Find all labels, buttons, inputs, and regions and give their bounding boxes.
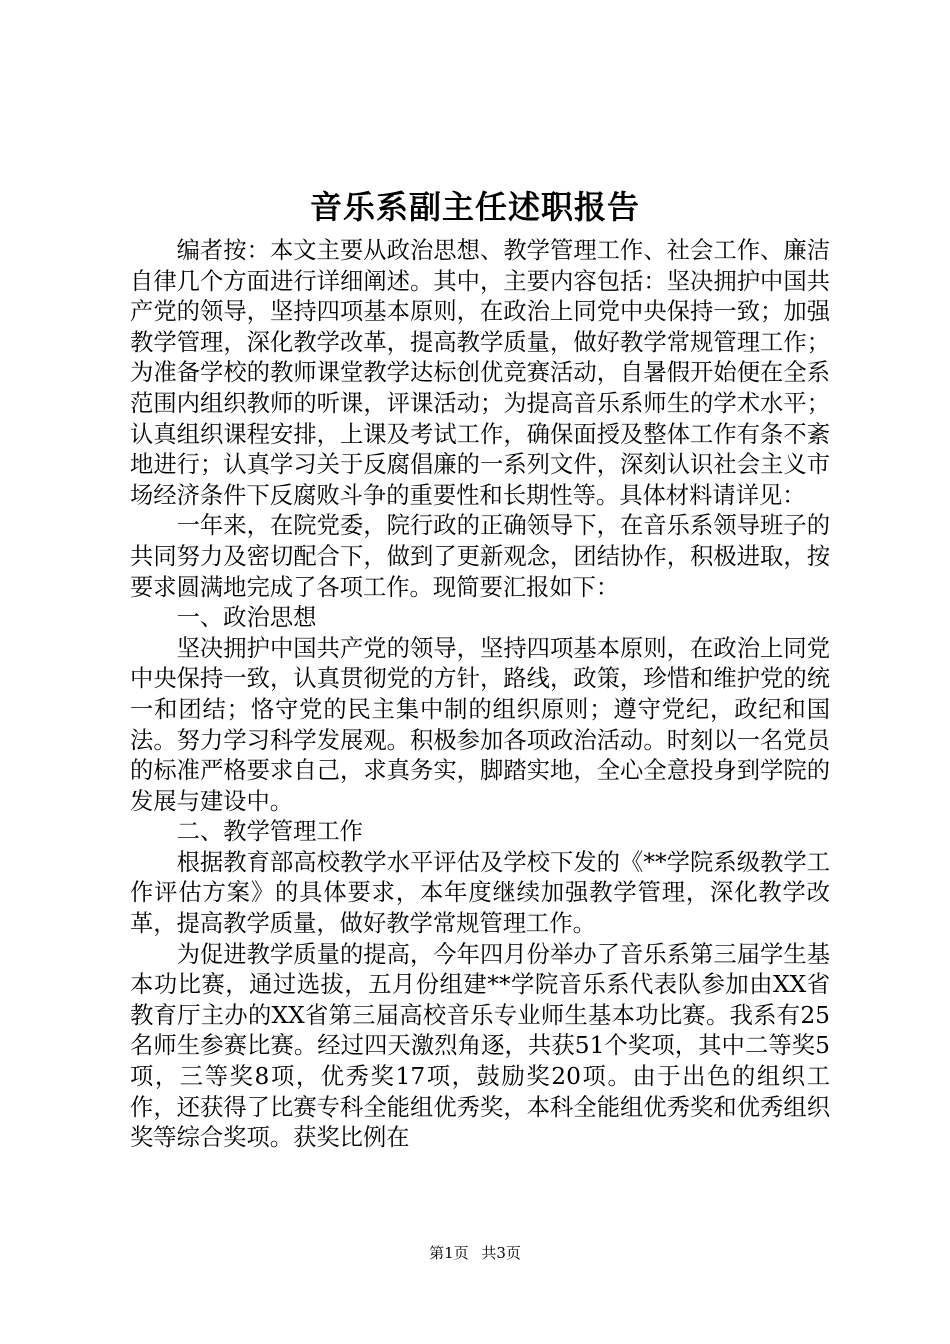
section-heading-teaching: 二、教学管理工作 xyxy=(176,818,363,846)
paragraph-teaching-requirements: 根据教育部高校教学水平评估及学校下发的《**学院系级教学工作评估方案》的具体要求，本年度继续加强教学管理，深化教学改革，提高教学质量，做好教学常规管理工作。 xyxy=(130,848,830,938)
section-heading-politics: 一、政治思想 xyxy=(176,604,317,632)
paragraph-editor-note: 编者按：本文主要从政治思想、教学管理工作、社会工作、廉洁自律几个方面进行详细阐述。其中，主要内容包括：坚决拥护中国共产党的领导，坚持四项基本原则，在政治上同党中央保持一致；加强教学管理，深化教学改革，提高教学质量，做好教学常规管理工作；为准备学校的教师课堂教学达标创优竞赛活动，自暑假开始便在全系范围内组织教师的听课，评课活动；为提高音乐系师生的学术水平；认真组织课程安排，上课及考试工作，确保面授及整体工作有条不紊地进行；认真学习关于反腐倡廉的一系列文件，深刻认识社会主义市场经济条件下反腐败斗争的重要性和长期性等。具体材料请详见： xyxy=(130,237,830,509)
paragraph-politics: 坚决拥护中国共产党的领导，坚持四项基本原则，在政治上同党中央保持一致，认真贯彻党的方针，路线，政策，珍惜和维护党的统一和团结；恪守党的民主集中制的组织原则；遵守党纪，政纪和国法。努力学习科学发展观。积极参加各项政治活动。时刻以一名党员的标准严格要求自己，求真务实，脚踏实地，全心全意投身到学院的发展与建设中。 xyxy=(130,634,830,815)
page-total: 共3页 xyxy=(481,1244,521,1262)
paragraph-intro: 一年来，在院党委，院行政的正确领导下，在音乐系领导班子的共同努力及密切配合下，做到了更新观念，团结协作，积极进取，按要求圆满地完成了各项工作。现简要汇报如下： xyxy=(130,512,830,601)
paragraph-teaching-competition: 为促进教学质量的提高，今年四月份举办了音乐系第三届学生基本功比赛，通过选拔，五月份组建**学院音乐系代表队参加由XX省教育厅主办的XX省第三届高校音乐专业师生基本功比赛。我系有25名师生参赛比赛。经过四天激烈角逐，共获51个奖项，其中二等奖5项，三等奖8项，优秀奖17项，鼓励奖20项。由于出色的组织工作，还获得了比赛专科全能组优秀奖，本科全能组优秀奖和优秀组织奖等综合奖项。获奖比例在 xyxy=(130,940,830,1152)
page-number: 第1页 xyxy=(429,1244,469,1262)
document-body xyxy=(130,236,830,1154)
document-title: 音乐系副主任述职报告 xyxy=(309,188,640,226)
page-footer xyxy=(0,1243,950,1263)
